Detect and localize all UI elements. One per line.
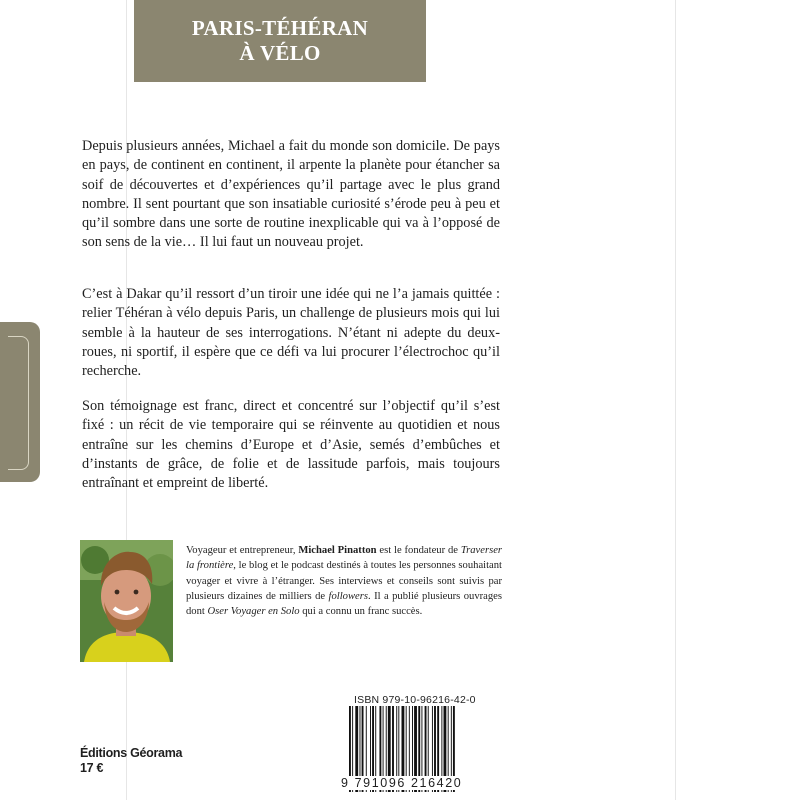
author-name: Michael Pinatton [298, 545, 377, 556]
blurb-paragraph-2: C’est à Dakar qu’il ressort d’un tiroir une idée qui ne l’a jamais quittée : relier Téhéran à vélo depuis Paris, un challenge de plusieurs mois qui lui semble à la hauteur de ses interrogations. N’étant ni adepte du deux-roues, ni sportif, il espère que ce défi va lui procurer l’électrochoc qu’il recherche. [82, 286, 500, 380]
title-banner [134, 0, 426, 82]
work-title-2: Oser Voyager en Solo [207, 606, 300, 618]
bio-text-b: , le blog et le podcast destinés à toutes les personnes souhaitant voyager et vivre à l’étranger. Ses interviews et conseils sont suivis par plusieurs dizaines de milliers de [186, 560, 502, 602]
work-title-1: Traverser la frontière [186, 545, 503, 572]
bio-text-c: . Il a publié plusieurs ouvrages dont [186, 590, 502, 618]
book-price: 17 € [80, 761, 104, 775]
book-title-line-2: À VÉLO [239, 41, 321, 65]
bio-text-d: qui a connu un franc succès. [302, 606, 423, 618]
bio-intro: Voyageur et entrepreneur, [186, 545, 296, 556]
author-photo [80, 540, 173, 662]
book-title-line-1: PARIS-TÉHÉRAN [191, 16, 369, 40]
blurb-paragraph-1: Depuis plusieurs années, Michael a fait du monde son domicile. De pays en pays, de continent en continent, il arpente la planète pour étancher sa soif de découvertes et d’expériences qu’il partage avec le plus grand nombre. Il sent pourtant que son insatiable curiosité s’érode peu à peu et qu’il sombre dans une sorte de routine inexplicable qui va à l’opposé de son sens de la vie… Il lui faut un nouveau projet. [82, 138, 500, 251]
bio-text-a: est le fondateur de [379, 545, 458, 556]
followers-term: followers [328, 590, 368, 602]
flap-tab-outline [8, 336, 29, 470]
author-bio [186, 543, 502, 619]
publisher-name: Éditions Géorama [80, 746, 183, 760]
barcode-digits: 9 791096 216420 [339, 776, 511, 790]
spine-flap-tab [0, 322, 40, 482]
publisher-block [80, 746, 182, 776]
blurb-paragraph-3: Son témoignage est franc, direct et concentré sur l’objectif qu’il s’est fixé : un récit de vie temporaire qui se réinvente au quotidien et nous entraîne sur les chemins d’Europe et d’Asie, semés d’embûches et d’instants de grâce, de folie et de lassitude parfois, mais toujours entraînant et empreint de liberté. [82, 398, 500, 492]
isbn-label: ISBN 979-10-96216-42-0 [354, 694, 476, 706]
